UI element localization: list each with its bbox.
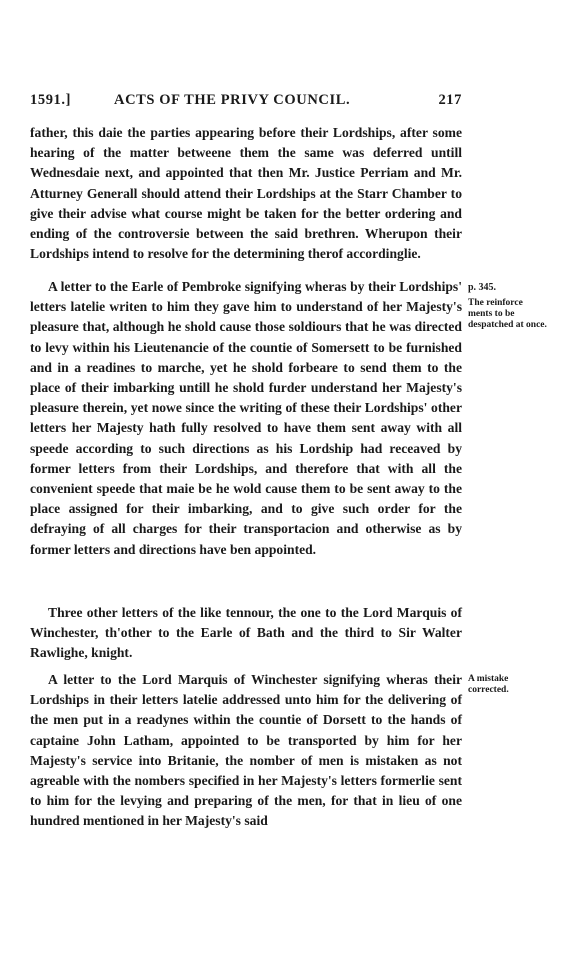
margin-page-reference: p. 345.	[468, 282, 497, 293]
header-title: ACTS OF THE PRIVY COUNCIL.	[114, 92, 351, 108]
paragraph-winchester-letter	[30, 670, 462, 832]
margin-note-reinforcements: The reinforce ments to be despatched at once.	[468, 298, 547, 330]
margin-note-mistake: A mistake corrected.	[468, 674, 509, 695]
paragraph-text: A letter to the Lord Marquis of Winchester signifying wheras their Lordships in their letters latelie addressed unto him for the delivering of the men put in a readynes within the countie of Dorsett to the hands of captaine John Latham, appointed to be transported by him for her Majesty's service into Britanie, the nomber of men is mistaken as not agreable with the nombers specified in her Majesty's letters formerlie sent to him for the levying and preparing of the men, for that in lieu of one hundred mentioned in her Majesty's said	[30, 672, 462, 829]
running-head	[30, 92, 462, 112]
paragraph-text: father, this daie the parties appearing before their Lordships, after some hearing of the matter betweene them the same was deferred untill Wednesdaie next, and appointed that then Mr. Justice Perriam and Mr. Atturney Generall should attend their Lordships at the Starr Chamber to give their advise what course might be taken for the better ordering and ending of the controversie between the said brethren. Wherupon their Lordships intend to resolve for the determining therof accordinglie.	[30, 125, 462, 262]
page-number: 217	[438, 92, 462, 108]
paragraph-continuation	[30, 123, 462, 264]
header-year: 1591.]	[30, 92, 72, 108]
paragraph-text: Three other letters of the like tennour, the one to the Lord Marquis of Winchester, th'other to the Earle of Bath and the third to Sir Walter Rawlighe, knight.	[30, 605, 462, 661]
paragraph-text: A letter to the Earle of Pembroke signifying wheras by their Lordships' letters latelie writen to him they gave him to understand of her Majesty's pleasure that, although he shold cause those soldiours that he was directed to levy within his Lieutenancie of the countie of Somersett to be furnished and in a readines to marche, yet he shold forbeare to send them to the place of their imbarking untill he shold furder understand her Majesty's pleasure therein, yet nowe since the writing of these their Lordships' other letters her Majesty hath fully resolved to have them sent away with all speede according to such directions as his Lordship had receaved by former letters from their Lordships, and therefore that with all the convenient speede that maie be he wold cause them to be sent away to the place assigned for their imbarking, and to give such order for the defraying of all charges for their transportacion and otherwise as by former letters and directions have ben appointed.	[30, 279, 462, 557]
paragraph-pembroke-letter	[30, 277, 462, 560]
paragraph-other-letters	[30, 603, 462, 664]
